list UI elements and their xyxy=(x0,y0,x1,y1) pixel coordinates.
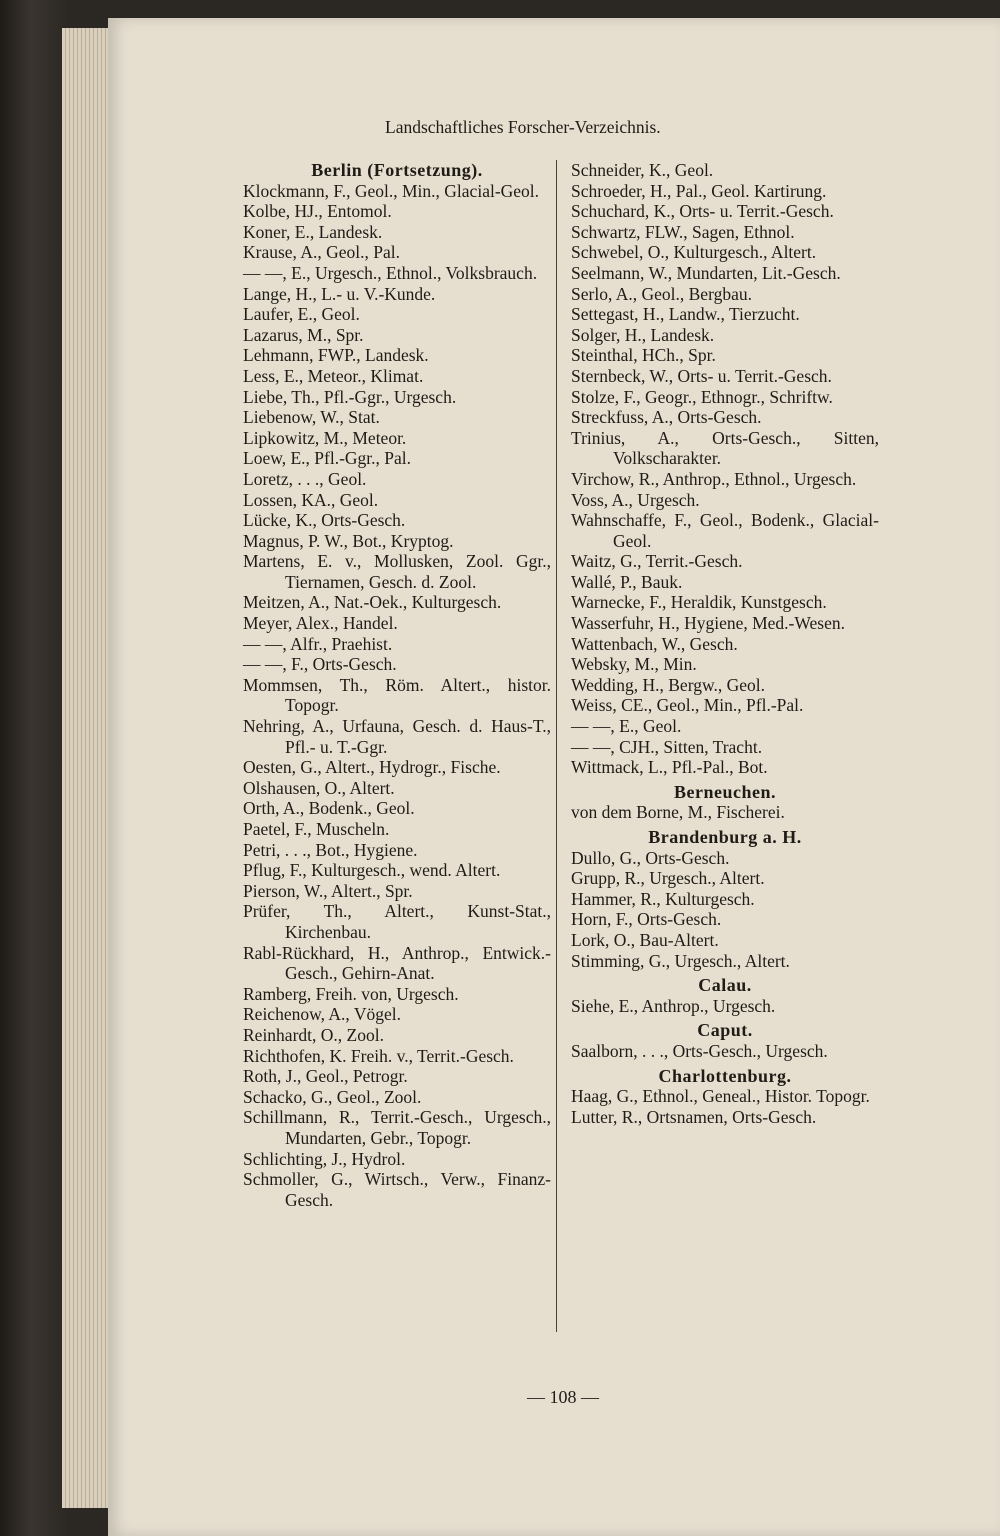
researcher-entry: Schneider, K., Geol. xyxy=(571,160,714,180)
researcher-entry: Lücke, K., Orts-Gesch. xyxy=(243,510,406,531)
running-head: Landschaftliches Forscher-Verzeichnis. xyxy=(385,117,661,137)
researcher-entry: Solger, H., Landesk. xyxy=(571,324,715,345)
place-heading: Brandenburg a. H. xyxy=(648,827,802,847)
researcher-entry: Klockmann, F., Geol., Min., Glacial-Geol. xyxy=(243,180,540,201)
book-binding xyxy=(0,0,70,1536)
researcher-entry: Loretz, . . ., Geol. xyxy=(243,468,367,489)
researcher-entry: Weiss, CE., Geol., Min., Pfl.-Pal. xyxy=(571,695,804,716)
researcher-entry: Steinthal, HCh., Spr. xyxy=(571,345,716,366)
researcher-entry: Lipkowitz, M., Meteor. xyxy=(243,427,407,448)
researcher-entry: Wallé, P., Bauk. xyxy=(571,571,683,592)
researcher-entry: von dem Borne, M., Fischerei. xyxy=(571,802,785,823)
researcher-entry: Settegast, H., Landw., Tierzucht. xyxy=(571,304,800,325)
researcher-entry: Lossen, KA., Geol. xyxy=(243,489,379,510)
researcher-entry: Orth, A., Bodenk., Geol. xyxy=(243,798,415,819)
researcher-entry: Lehmann, FWP., Landesk. xyxy=(243,345,429,366)
researcher-entry: Pflug, F., Kulturgesch., wend. Altert. xyxy=(243,860,501,881)
researcher-entry: Lutter, R., Ortsnamen, Orts-Gesch. xyxy=(571,1106,817,1127)
researcher-entry: Koner, E., Landesk. xyxy=(243,221,383,242)
researcher-entry: Sternbeck, W., Orts- u. Territ.-Gesch. xyxy=(571,365,832,386)
researcher-entry: Liebe, Th., Pfl.-Ggr., Urgesch. xyxy=(243,386,457,407)
researcher-entry: Schacko, G., Geol., Zool. xyxy=(243,1086,422,1107)
researcher-entry: Lork, O., Bau-Altert. xyxy=(571,929,719,950)
researcher-entry: Dullo, G., Orts-Gesch. xyxy=(571,847,730,868)
researcher-entry: Schwebel, O., Kulturgesch., Altert. xyxy=(571,242,817,263)
page-number: — 108 — xyxy=(527,1387,599,1407)
right-column xyxy=(571,160,879,1127)
researcher-entry: Roth, J., Geol., Petrogr. xyxy=(243,1066,408,1087)
researcher-entry: Wahnschaffe, F., Geol., Bodenk., Glacial-Geol. xyxy=(571,510,879,551)
researcher-entry: — —, F., Orts-Gesch. xyxy=(243,654,397,675)
researcher-entry: Siehe, E., Anthrop., Urgesch. xyxy=(571,995,776,1016)
researcher-entry: — —, E., Urgesch., Ethnol., Volksbrauch. xyxy=(243,262,538,283)
researcher-entry: Virchow, R., Anthrop., Ethnol., Urgesch. xyxy=(571,468,857,489)
researcher-entry: Nehring, A., Urfauna, Gesch. d. Haus-T., Pfl.- u. T.-Ggr. xyxy=(243,716,551,757)
place-heading: Berneuchen. xyxy=(674,781,776,802)
researcher-entry: — —, CJH., Sitten, Tracht. xyxy=(571,736,763,757)
researcher-entry: Schroeder, H., Pal., Geol. Kartirung. xyxy=(571,180,827,201)
researcher-entry: Voss, A., Urgesch. xyxy=(571,489,700,510)
researcher-entry: Lange, H., L.- u. V.-Kunde. xyxy=(243,283,436,304)
place-heading: Caput. xyxy=(697,1020,753,1041)
place-heading: Berlin (Fortsetzung). xyxy=(311,160,483,180)
researcher-entry: Ramberg, Freih. von, Urgesch. xyxy=(243,983,459,1004)
researcher-entry: Wedding, H., Bergw., Geol. xyxy=(571,674,765,695)
researcher-entry: Websky, M., Min. xyxy=(571,654,697,675)
researcher-entry: Serlo, A., Geol., Bergbau. xyxy=(571,283,752,304)
researcher-entry: Less, E., Meteor., Klimat. xyxy=(243,365,424,386)
researcher-entry: Olshausen, O., Altert. xyxy=(243,777,395,798)
researcher-entry: Schillmann, R., Territ.-Gesch., Urgesch., Mundarten, Gebr., Topogr. xyxy=(243,1107,551,1148)
researcher-entry: Reinhardt, O., Zool. xyxy=(243,1024,384,1045)
researcher-entry: Reichenow, A., Vögel. xyxy=(243,1004,401,1025)
researcher-entry: Saalborn, . . ., Orts-Gesch., Urgesch. xyxy=(571,1040,828,1061)
researcher-entry: Oesten, G., Altert., Hydrogr., Fische. xyxy=(243,757,501,778)
researcher-entry: — —, Alfr., Praehist. xyxy=(243,633,393,654)
researcher-entry: Kolbe, HJ., Entomol. xyxy=(243,201,392,222)
researcher-entry: Mommsen, Th., Röm. Altert., histor. Topogr. xyxy=(243,674,551,716)
left-column xyxy=(243,160,551,1210)
researcher-entry: Hammer, R., Kulturgesch. xyxy=(571,888,755,909)
researcher-entry: Paetel, F., Muscheln. xyxy=(243,819,390,839)
researcher-entry: Schuchard, K., Orts- u. Territ.-Gesch. xyxy=(571,201,834,222)
researcher-entry: Grupp, R., Urgesch., Altert. xyxy=(571,868,765,889)
researcher-entry: Horn, F., Orts-Gesch. xyxy=(571,909,722,930)
place-heading: Calau. xyxy=(698,975,752,996)
researcher-entry: Schlichting, J., Hydrol. xyxy=(243,1148,406,1169)
researcher-entry: Wittmack, L., Pfl.-Pal., Bot. xyxy=(571,757,768,778)
researcher-entry: Schwartz, FLW., Sagen, Ethnol. xyxy=(571,221,795,242)
researcher-entry: Meitzen, A., Nat.-Oek., Kulturgesch. xyxy=(243,592,502,613)
researcher-entry: Liebenow, W., Stat. xyxy=(243,407,380,428)
researcher-entry: Waitz, G., Territ.-Gesch. xyxy=(571,551,743,572)
researcher-entry: Loew, E., Pfl.-Ggr., Pal. xyxy=(243,448,412,469)
researcher-entry: Wasserfuhr, H., Hygiene, Med.-Wesen. xyxy=(571,613,845,634)
place-heading: Charlottenburg. xyxy=(658,1065,792,1086)
researcher-entry: Schmoller, G., Wirtsch., Verw., Finanz-Gesch. xyxy=(243,1169,551,1210)
researcher-entry: Lazarus, M., Spr. xyxy=(243,324,364,345)
column-divider xyxy=(556,160,557,1332)
researcher-entry: Seelmann, W., Mundarten, Lit.-Gesch. xyxy=(571,262,841,283)
researcher-entry: Stimming, G., Urgesch., Altert. xyxy=(571,950,790,971)
researcher-entry: Warnecke, F., Heraldik, Kunstgesch. xyxy=(571,592,827,613)
researcher-entry: Richthofen, K. Freih. v., Territ.-Gesch. xyxy=(243,1045,514,1066)
researcher-entry: — —, E., Geol. xyxy=(571,716,682,737)
researcher-entry: Trinius, A., Orts-Gesch., Sitten, Volkscharakter. xyxy=(571,427,879,469)
researcher-entry: Prüfer, Th., Altert., Kunst-Stat., Kirchenbau. xyxy=(243,901,551,942)
researcher-entry: Streckfuss, A., Orts-Gesch. xyxy=(571,407,762,428)
researcher-entry: Wattenbach, W., Gesch. xyxy=(571,633,738,654)
researcher-entry: Stolze, F., Geogr., Ethnogr., Schriftw. xyxy=(571,386,833,407)
researcher-entry: Meyer, Alex., Handel. xyxy=(243,613,398,634)
researcher-entry: Petri, . . ., Bot., Hygiene. xyxy=(243,839,418,860)
researcher-entry: Krause, A., Geol., Pal. xyxy=(243,242,400,263)
researcher-entry: Martens, E. v., Mollusken, Zool. Ggr., Tiernamen, Gesch. d. Zool. xyxy=(243,551,551,592)
researcher-entry: Rabl-Rückhard, H., Anthrop., Entwick.-Gesch., Gehirn-Anat. xyxy=(243,942,551,984)
researcher-entry: Pierson, W., Altert., Spr. xyxy=(243,880,413,901)
researcher-entry: Laufer, E., Geol. xyxy=(243,304,360,325)
researcher-entry: Haag, G., Ethnol., Geneal., Histor. Topogr. xyxy=(571,1086,870,1107)
researcher-entry: Magnus, P. W., Bot., Kryptog. xyxy=(243,530,454,551)
